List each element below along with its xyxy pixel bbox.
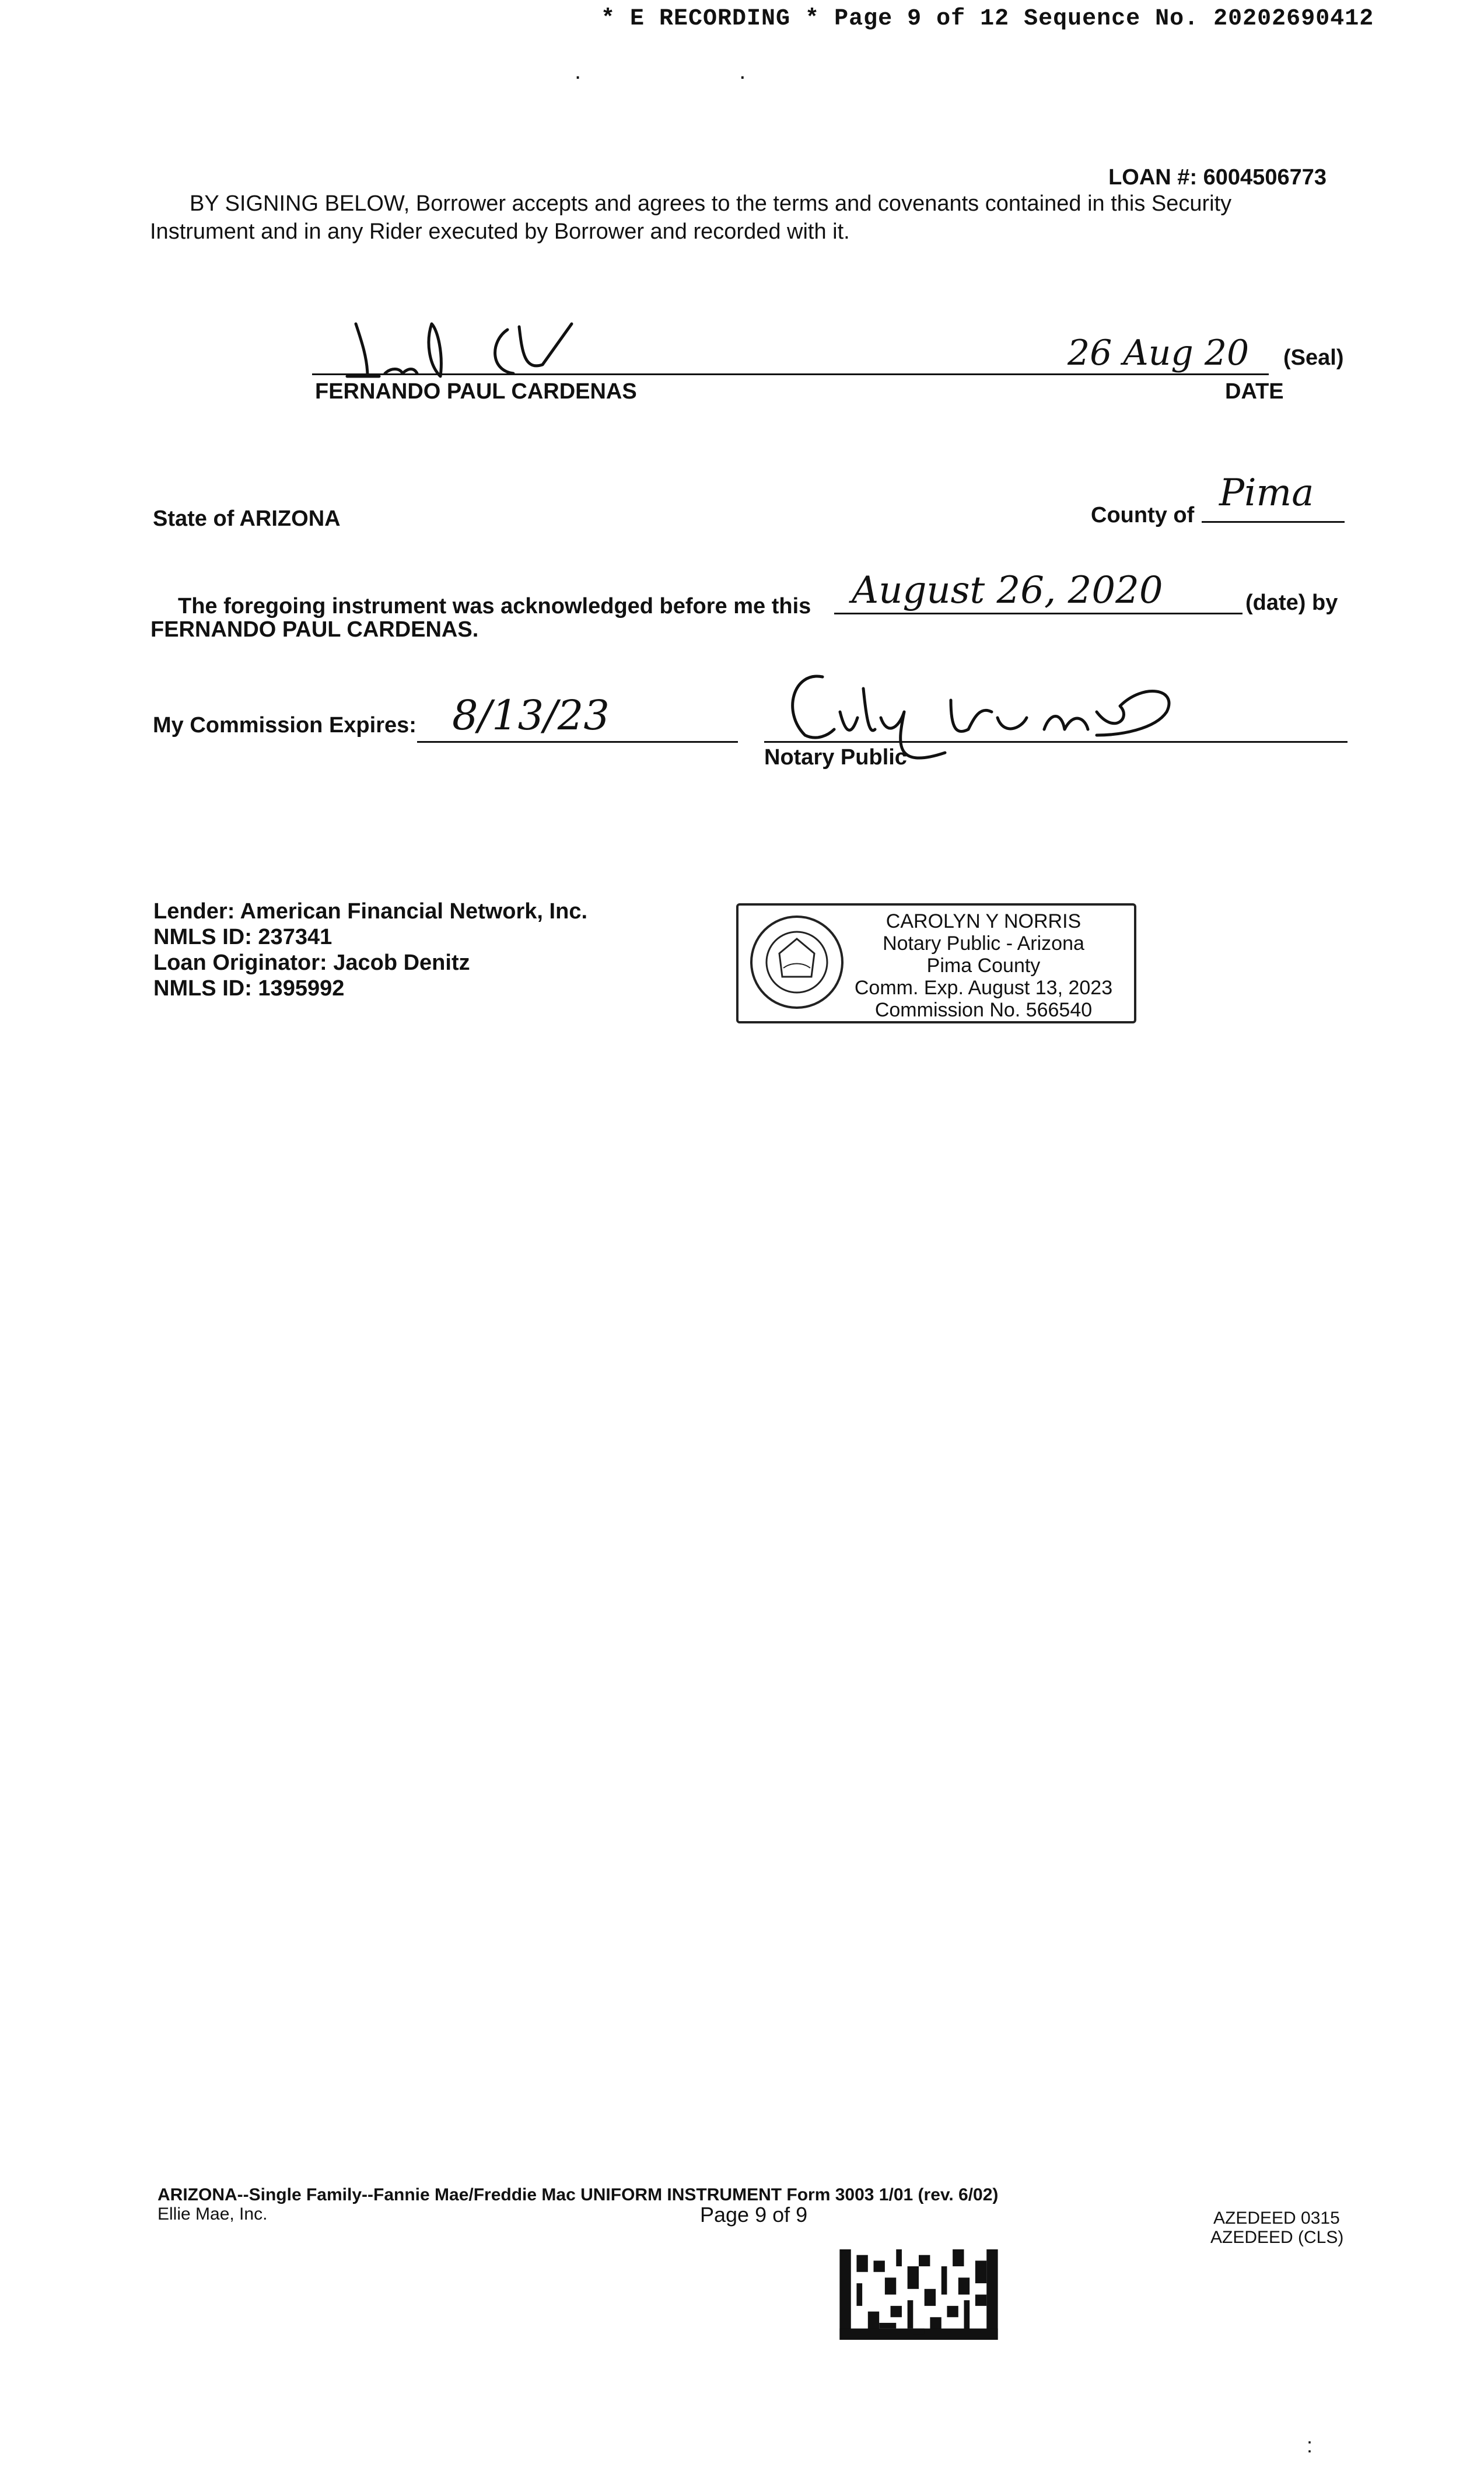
footer-company: Ellie Mae, Inc. bbox=[158, 2204, 268, 2224]
borrower-signature-line bbox=[312, 373, 1269, 375]
footer-code-2: AZEDEED (CLS) bbox=[1210, 2228, 1344, 2247]
county-line bbox=[1202, 521, 1345, 523]
lender-nmls: NMLS ID: 237341 bbox=[153, 925, 332, 949]
barcode-icon bbox=[837, 2249, 1000, 2340]
signature-date-handwritten: 26 Aug 20 bbox=[1068, 333, 1250, 373]
stamp-text bbox=[844, 910, 1124, 1021]
county-label: County of bbox=[1091, 503, 1195, 527]
stamp-commission: Commission No. 566540 bbox=[874, 999, 1093, 1021]
recording-header: * E RECORDING * Page 9 of 12 Sequence No. 20202690412 bbox=[601, 6, 1374, 32]
acknowledgment-suffix: (date) by bbox=[1245, 590, 1338, 615]
commission-line bbox=[417, 741, 738, 743]
lender-name: Lender: American Financial Network, Inc. bbox=[153, 899, 588, 924]
state-label: State of ARIZONA bbox=[153, 506, 341, 531]
commission-handwritten: 8/13/23 bbox=[452, 691, 610, 739]
notary-public-label: Notary Public bbox=[764, 745, 907, 770]
commission-label: My Commission Expires: bbox=[153, 713, 416, 738]
acknowledgment-prefix: The foregoing instrument was acknowledged before me this bbox=[178, 594, 811, 618]
borrower-signature bbox=[344, 318, 648, 382]
footer-page-number: Page 9 of 9 bbox=[700, 2203, 808, 2227]
borrower-name: FERNANDO PAUL CARDENAS bbox=[315, 379, 637, 404]
intro-line-2: Instrument and in any Rider executed by Borrower and recorded with it. bbox=[150, 219, 850, 244]
loan-number: LOAN #: 6004506773 bbox=[1108, 165, 1326, 190]
corner-dots: : bbox=[1307, 2433, 1313, 2457]
footer-form-line: ARIZONA--Single Family--Fannie Mae/Freddie Mac UNIFORM INSTRUMENT Form 3003 1/01 (rev. 6/02) bbox=[158, 2185, 999, 2204]
acknowledgment-date-line bbox=[834, 613, 1242, 614]
county-handwritten: Pima bbox=[1219, 471, 1314, 515]
stamp-county: Pima County bbox=[926, 955, 1041, 977]
footer-code-1: AZEDEED 0315 bbox=[1213, 2209, 1340, 2228]
originator-nmls: NMLS ID: 1395992 bbox=[153, 976, 345, 1001]
acknowledgment-name: FERNANDO PAUL CARDENAS. bbox=[150, 617, 479, 642]
acknowledgment-date-handwritten: August 26, 2020 bbox=[852, 569, 1163, 612]
loan-originator: Loan Originator: Jacob Denitz bbox=[153, 951, 470, 975]
notary-stamp bbox=[736, 903, 1136, 1023]
stamp-notary-name: CAROLYN Y NORRIS bbox=[886, 910, 1082, 932]
stamp-expiry: Comm. Exp. August 13, 2023 bbox=[854, 977, 1113, 999]
stamp-title: Notary Public - Arizona bbox=[883, 932, 1084, 955]
lender-info bbox=[153, 899, 587, 1001]
notary-signature-line bbox=[764, 741, 1348, 743]
date-label: DATE bbox=[1225, 379, 1284, 404]
state-seal-icon bbox=[747, 913, 846, 1012]
seal-label: (Seal) bbox=[1283, 345, 1344, 370]
header-dots: . . bbox=[575, 58, 822, 84]
intro-line-1: BY SIGNING BELOW, Borrower accepts and agrees to the terms and covenants contained in this Security bbox=[190, 191, 1232, 216]
